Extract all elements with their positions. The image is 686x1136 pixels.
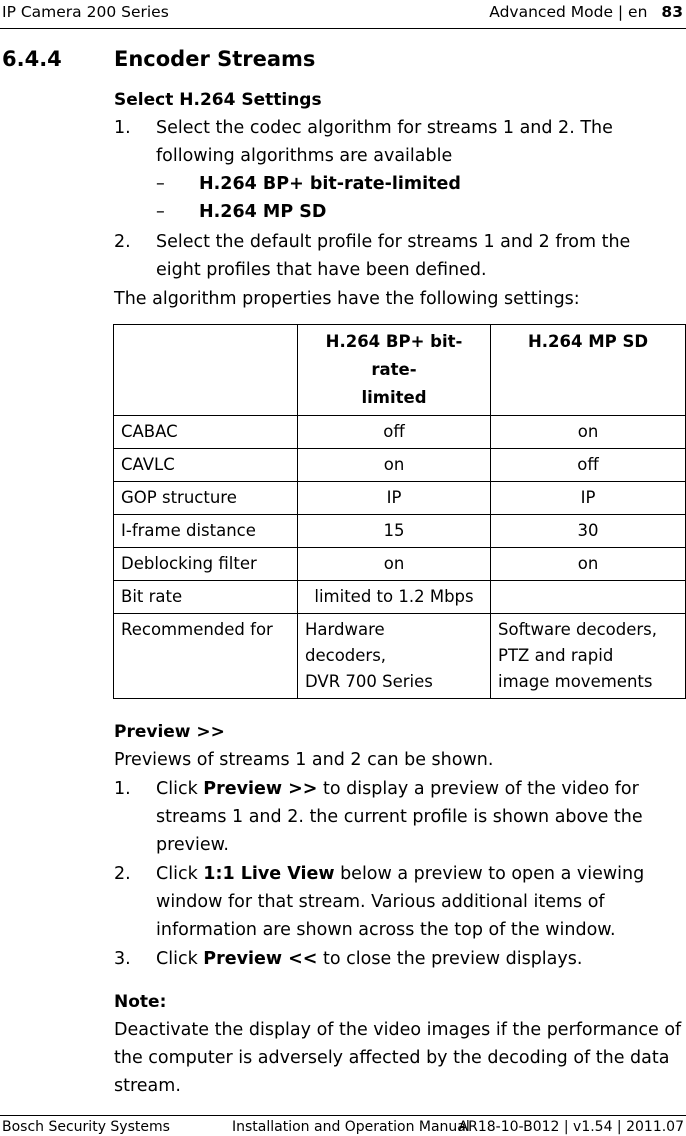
row-value-bp: on: [298, 449, 491, 482]
row-value-bp: limited to 1.2 Mbps: [298, 581, 491, 614]
preview-step1-pre: Click: [156, 779, 204, 799]
preview-step2-command: 1:1 Live View: [203, 864, 335, 884]
row-value-bp: 15: [298, 515, 491, 548]
footer-rule: [0, 1115, 686, 1116]
header-chapter: Advanced Mode | en: [489, 3, 648, 21]
row-label: Recommended for: [114, 614, 298, 699]
table-header-bp: [298, 325, 491, 416]
note-line1: Deactivate the display of the video images if the performance of: [114, 1020, 682, 1040]
footer-manual: Installation and Operation Manual: [232, 1119, 470, 1135]
row-value-bp: on: [298, 548, 491, 581]
algo1-dash: –: [156, 174, 165, 194]
recommended-mp-line3: image movements: [498, 672, 653, 691]
recommended-mp-line1: Software decoders,: [498, 620, 658, 639]
row-value-bp: off: [298, 416, 491, 449]
preview-step1-post: to display a preview of the video for: [317, 779, 639, 799]
header-section: [489, 3, 683, 21]
preview-heading: Preview >>: [114, 722, 225, 742]
table-header-mp: H.264 MP SD: [491, 325, 686, 416]
algo2-dash: –: [156, 202, 165, 222]
algo1-label: H.264 BP+ bit-rate-limited: [199, 174, 461, 194]
recommended-bp-line1: Hardware: [305, 620, 385, 639]
preview-step3-command: Preview <<: [203, 949, 318, 969]
table-header-bp-line1: H.264 BP+ bit-rate-: [325, 332, 463, 379]
row-value-mp: on: [491, 548, 686, 581]
row-value-mp: [491, 581, 686, 614]
header-rule: [0, 28, 686, 29]
row-label: GOP structure: [114, 482, 298, 515]
section-number: 6.4.4: [2, 47, 62, 71]
table-row: [114, 482, 686, 515]
preview-step3-pre: Click: [156, 949, 204, 969]
row-label: Bit rate: [114, 581, 298, 614]
table-row: [114, 515, 686, 548]
table-header-empty: [114, 325, 298, 416]
row-label: Deblocking filter: [114, 548, 298, 581]
note-line2: the computer is adversely affected by the decoding of the data: [114, 1048, 670, 1068]
algorithm-properties-table: [113, 324, 686, 699]
page-header: [0, 0, 686, 30]
step1-line1: Select the codec algorithm for streams 1 and 2. The: [156, 118, 613, 138]
algo2-label: H.264 MP SD: [199, 202, 327, 222]
section-title: Encoder Streams: [114, 47, 316, 71]
preview-step2-pre: Click: [156, 864, 204, 884]
row-value-mp: off: [491, 449, 686, 482]
step2-line2: eight profiles that have been defined.: [156, 260, 487, 280]
preview-step1-number: 1.: [114, 779, 131, 799]
recommended-bp-line2: decoders,: [305, 646, 387, 665]
row-value-mp: on: [491, 416, 686, 449]
recommended-mp-line2: PTZ and rapid: [498, 646, 614, 665]
page-number: 83: [661, 3, 683, 21]
preview-step1-line2: streams 1 and 2. the current profile is shown above the: [156, 807, 643, 827]
preview-step2-number: 2.: [114, 864, 131, 884]
table-row: [114, 416, 686, 449]
preview-step1-line3: preview.: [156, 835, 229, 855]
step2-line1: Select the default profile for streams 1 and 2 from the: [156, 232, 631, 252]
preview-step3-post: to close the preview displays.: [317, 949, 583, 969]
recommended-bp: [298, 614, 491, 699]
table-header-row: [114, 325, 686, 416]
footer-doc-id: AR18-10-B012 | v1.54 | 2011.07: [458, 1119, 684, 1135]
preview-intro: Previews of streams 1 and 2 can be shown.: [114, 750, 494, 770]
table-header-bp-line2: limited: [361, 388, 427, 407]
preview-step2-line1: [156, 860, 644, 888]
preview-step2-line3: information are shown across the top of the window.: [156, 920, 616, 940]
step1-line2: following algorithms are available: [156, 146, 453, 166]
preview-step2-line2: window for that stream. Various additional items of: [156, 892, 605, 912]
row-value-mp: IP: [491, 482, 686, 515]
h264-heading: Select H.264 Settings: [114, 90, 322, 110]
note-line3: stream.: [114, 1076, 181, 1096]
row-value-bp: IP: [298, 482, 491, 515]
table-row: [114, 548, 686, 581]
recommended-mp: [491, 614, 686, 699]
row-label: I-frame distance: [114, 515, 298, 548]
row-label: CABAC: [114, 416, 298, 449]
preview-step1-line1: [156, 775, 639, 803]
recommended-bp-line3: DVR 700 Series: [305, 672, 433, 691]
preview-step3-number: 3.: [114, 949, 131, 969]
row-value-mp: 30: [491, 515, 686, 548]
preview-step1-command: Preview >>: [203, 779, 318, 799]
table-row-recommended: [114, 614, 686, 699]
step1-number: 1.: [114, 118, 131, 138]
preview-step3-line1: [156, 945, 582, 973]
table-row: [114, 581, 686, 614]
step2-number: 2.: [114, 232, 131, 252]
preview-step2-post: below a preview to open a viewing: [334, 864, 645, 884]
table-row: [114, 449, 686, 482]
footer-company: Bosch Security Systems: [2, 1119, 170, 1135]
note-heading: Note:: [114, 992, 167, 1012]
row-label: CAVLC: [114, 449, 298, 482]
properties-intro: The algorithm properties have the following settings:: [114, 289, 580, 309]
header-product: IP Camera 200 Series: [2, 3, 169, 21]
